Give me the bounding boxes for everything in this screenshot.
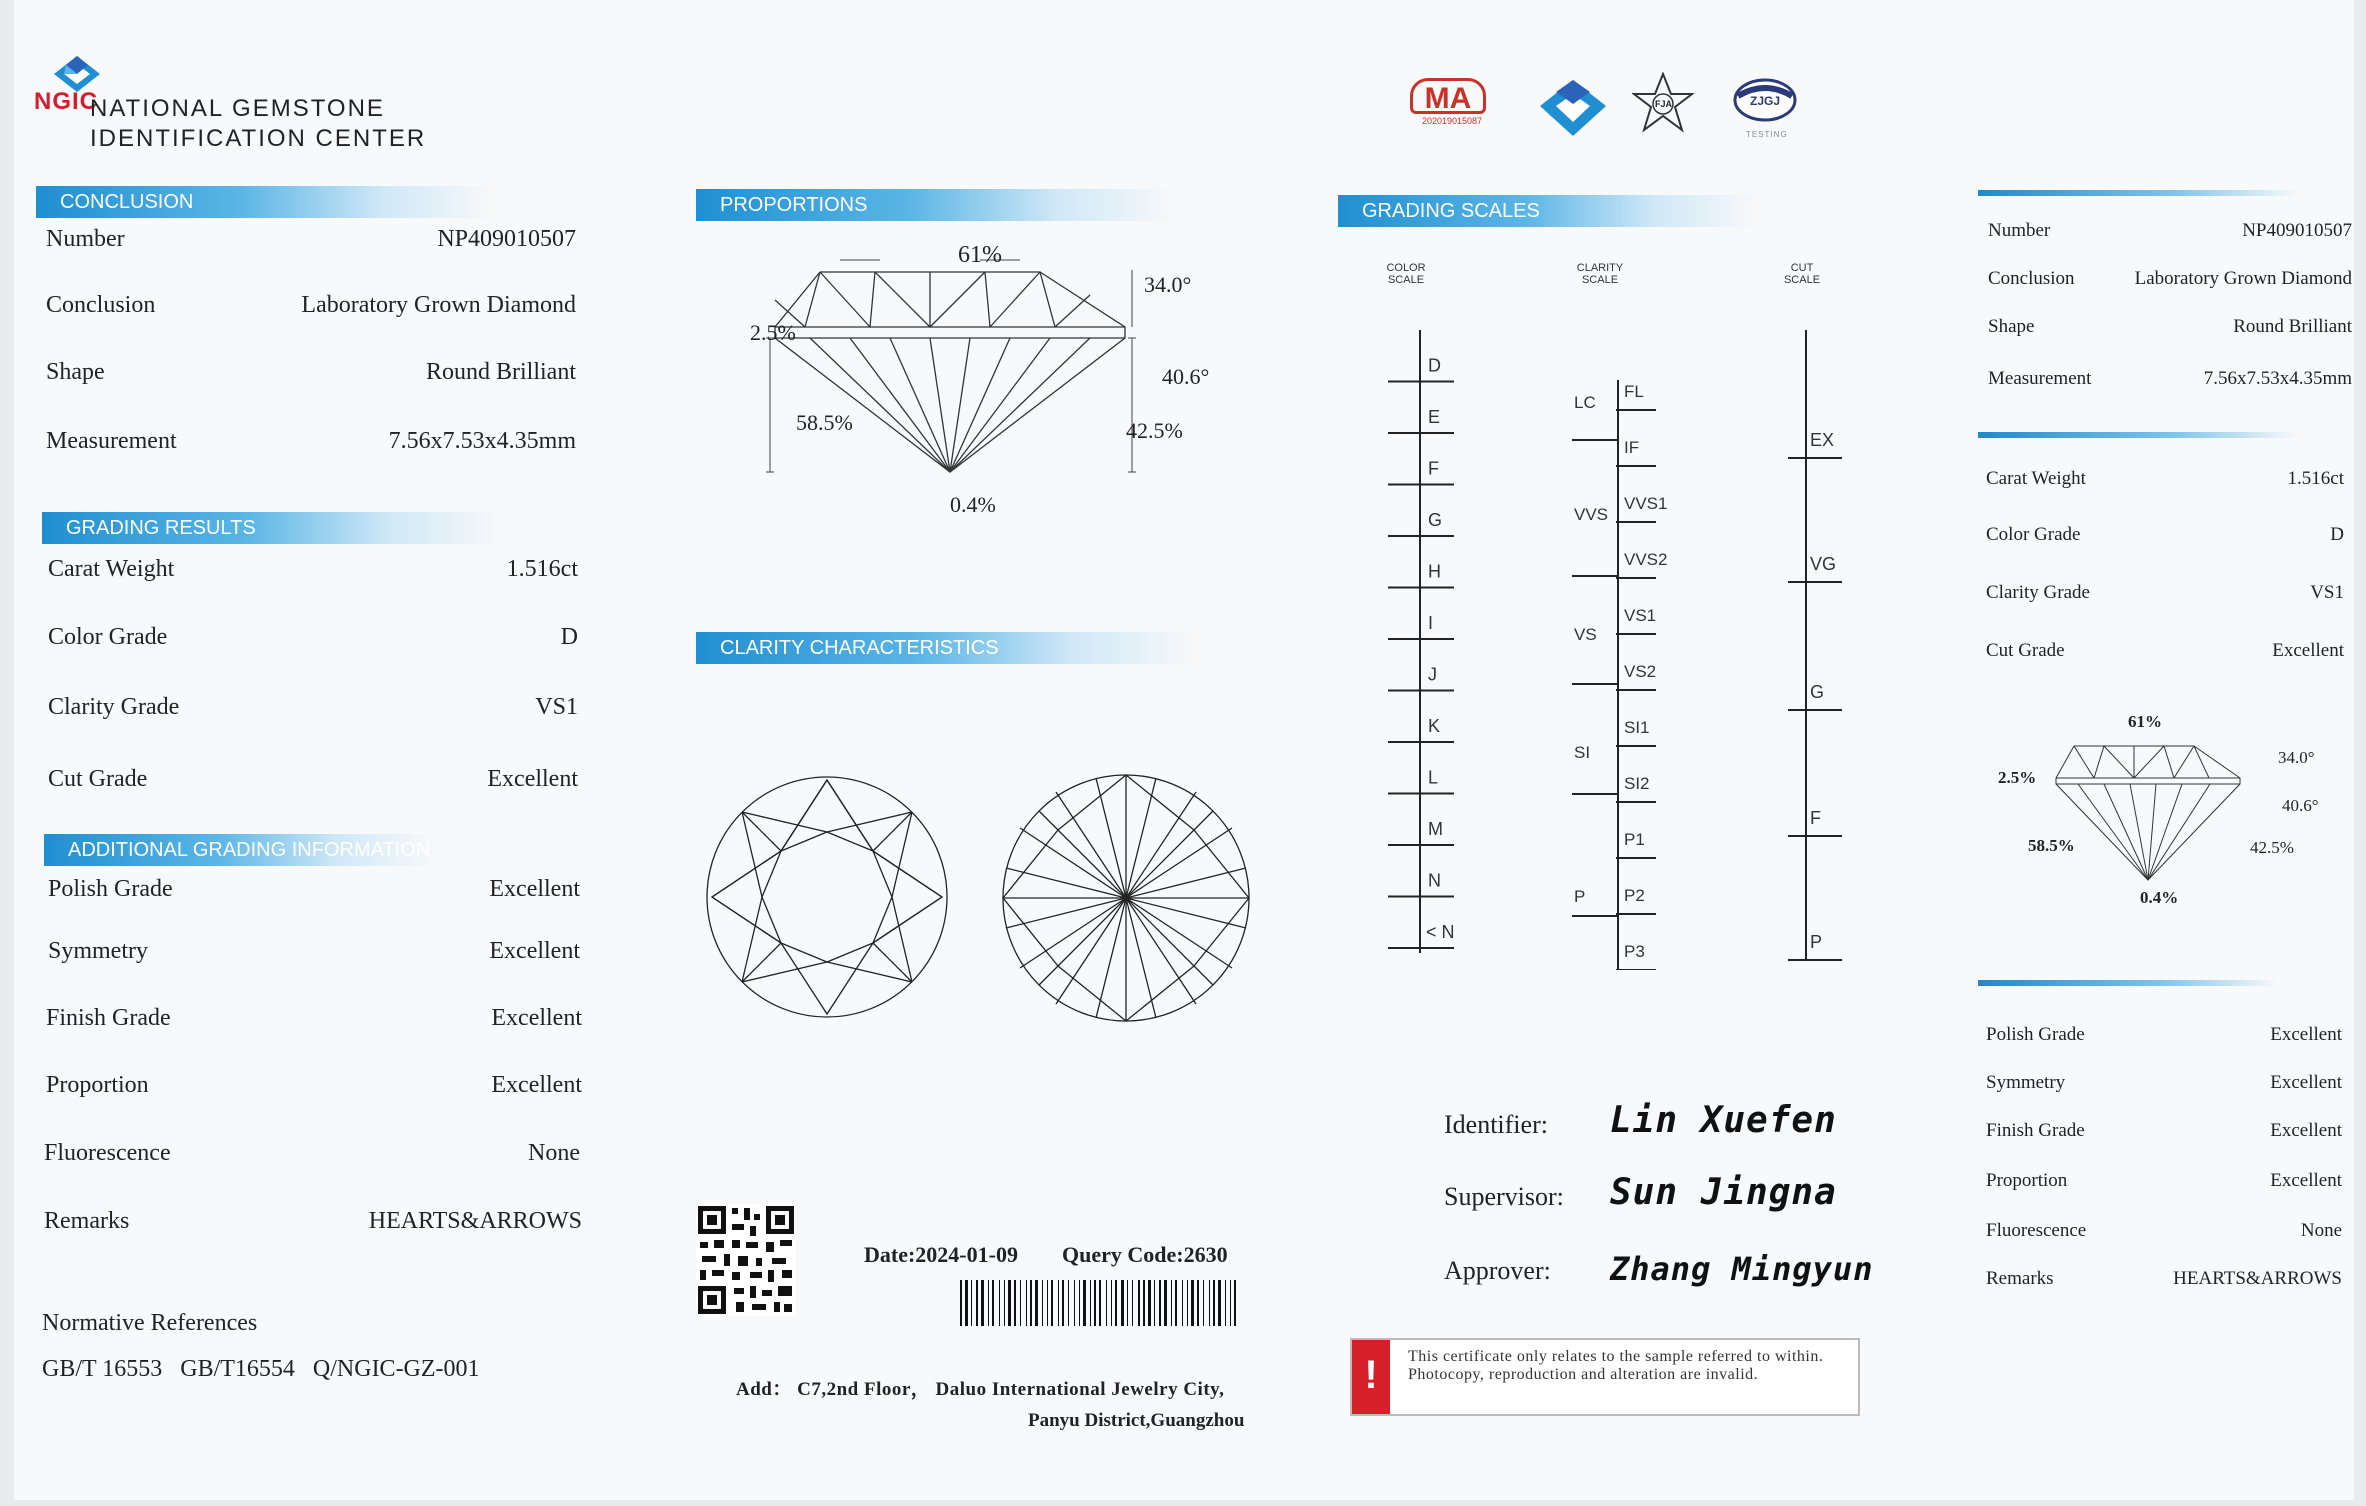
- qr-code-icon[interactable]: [696, 1204, 796, 1316]
- color-scale-label: M: [1428, 819, 1443, 839]
- grading-scales-diagram: [1354, 320, 1874, 970]
- org-name-line2: IDENTIFICATION CENTER: [90, 125, 427, 152]
- summary-divider: [1978, 190, 2298, 196]
- summary-pavilion-depth: 42.5%: [2250, 838, 2294, 857]
- row-value: VS1: [535, 694, 578, 720]
- summary-pavilion-angle: 40.6°: [2282, 796, 2319, 815]
- cut-scale-label: VG: [1810, 554, 1837, 574]
- row-value: NP409010507: [2242, 220, 2352, 241]
- cut-scale-label: G: [1810, 682, 1825, 702]
- approver-signature: Zhang Mingyun: [1610, 1250, 1874, 1288]
- row-label: Carat Weight: [48, 556, 175, 582]
- section-clarity-header: CLARITY CHARACTERISTICS: [696, 632, 1196, 664]
- fja-logo-text: FJA: [1655, 99, 1673, 109]
- warning-text: This certificate only relates to the sample referred to within. Photocopy, reproduction and alteration are invalid.: [1408, 1348, 1824, 1383]
- row-label: Clarity Grade: [48, 694, 180, 720]
- row-value: None: [2300, 1220, 2342, 1241]
- supervisor-signature: Sun Jingna: [1610, 1172, 1837, 1213]
- row-label: Cut Grade: [48, 766, 148, 792]
- summary-culet: 0.4%: [2140, 888, 2179, 907]
- zjgj-sub-text: TESTING: [1746, 130, 1788, 139]
- row-label: Finish Grade: [46, 1005, 171, 1031]
- clarity-scale-label: VVS2: [1624, 550, 1668, 569]
- cma-logo-text: MA: [1410, 78, 1486, 114]
- cut-scale-label: EX: [1810, 430, 1835, 450]
- proportion-diagram: [750, 240, 1190, 530]
- summary-table: 61%: [2128, 712, 2162, 731]
- clarity-scale-label: IF: [1624, 438, 1640, 457]
- clarity-scale-label: P2: [1624, 886, 1645, 905]
- org-name-line1: NATIONAL GEMSTONE: [90, 95, 385, 122]
- row-value: Excellent: [2272, 640, 2344, 661]
- clarity-scale-label: VVS1: [1624, 494, 1668, 513]
- color-scale-label: N: [1428, 870, 1441, 891]
- clarity-scale-label: SI1: [1624, 718, 1650, 737]
- row-label: Fluorescence: [44, 1140, 171, 1166]
- row-label: Cut Grade: [1986, 640, 2065, 661]
- row-value: Excellent: [491, 1005, 582, 1031]
- address-line2: Panyu District,Guangzhou: [1028, 1410, 1245, 1431]
- section-grading-results-header: GRADING RESULTS: [42, 512, 502, 544]
- row-value: 7.56x7.53x4.35mm: [2203, 368, 2352, 389]
- row-label: Clarity Grade: [1986, 582, 2090, 603]
- clarity-group-label: P: [1574, 887, 1586, 906]
- row-value: Excellent: [491, 1072, 582, 1098]
- row-label: Symmetry: [48, 938, 148, 964]
- row-value: Excellent: [2270, 1024, 2342, 1045]
- row-value: Excellent: [489, 938, 580, 964]
- query-code: Query Code:2630: [1062, 1242, 1228, 1267]
- proportion-crown-angle: 34.0°: [1144, 272, 1192, 297]
- proportion-culet: 0.4%: [950, 492, 996, 517]
- color-scale-label: G: [1428, 510, 1443, 530]
- row-value: HEARTS&ARROWS: [368, 1208, 582, 1234]
- row-label: Color Grade: [48, 624, 168, 650]
- row-value: Excellent: [2270, 1072, 2342, 1093]
- clarity-scale-label: VS2: [1624, 662, 1657, 681]
- clarity-scale-label: SI2: [1624, 774, 1650, 793]
- normative-title: Normative References: [42, 1310, 258, 1336]
- proportion-pavilion-depth: 42.5%: [1126, 418, 1183, 443]
- proportion-girdle: 2.5%: [750, 320, 796, 345]
- ngic-abbr: NGIC: [34, 88, 98, 115]
- section-conclusion-header: CONCLUSION: [36, 186, 496, 218]
- clarity-scale-label: P1: [1624, 830, 1645, 849]
- row-value: 7.56x7.53x4.35mm: [388, 428, 576, 454]
- color-scale-label: F: [1428, 458, 1439, 479]
- address-line1: Add： C7,2nd Floor， Daluo International Jewelry City,: [736, 1379, 1225, 1400]
- clarity-group-label: LC: [1574, 393, 1596, 412]
- row-value: NP409010507: [437, 226, 576, 252]
- row-value: HEARTS&ARROWS: [2173, 1268, 2342, 1289]
- color-scale-label: E: [1428, 407, 1441, 427]
- identifier-role: Identifier:: [1444, 1110, 1548, 1139]
- cma-number: 202019015087: [1421, 116, 1483, 126]
- row-label: Fluorescence: [1986, 1220, 2087, 1241]
- row-value: Round Brilliant: [2233, 316, 2352, 337]
- row-value: Excellent: [2270, 1120, 2342, 1141]
- summary-crown-angle: 34.0°: [2278, 748, 2315, 767]
- clarity-scale-label: VS1: [1624, 606, 1657, 625]
- row-value: 1.516ct: [2287, 468, 2344, 489]
- ngic-logo-icon: [52, 56, 102, 92]
- row-label: Color Grade: [1986, 524, 2081, 545]
- summary-divider: [1978, 432, 2298, 438]
- row-value: D: [560, 624, 578, 650]
- row-value: VS1: [2310, 582, 2344, 603]
- color-scale-label: K: [1428, 716, 1441, 736]
- cma-logo-icon: [1410, 78, 1494, 126]
- color-scale-label: I: [1428, 613, 1434, 633]
- section-grading-scales-header: GRADING SCALES: [1338, 195, 1758, 227]
- warning-box: [1350, 1338, 1860, 1416]
- row-value: Excellent: [2270, 1170, 2342, 1191]
- crown-view-diagram: [702, 770, 952, 1024]
- row-value: None: [528, 1140, 580, 1166]
- row-label: Carat Weight: [1986, 468, 2086, 489]
- warning-icon: !: [1352, 1340, 1390, 1414]
- pavilion-view-diagram: [998, 770, 1254, 1026]
- row-label: Measurement: [46, 428, 177, 454]
- row-value: Round Brilliant: [426, 359, 576, 385]
- proportion-table: 61%: [958, 242, 1002, 268]
- identifier-signature: Lin Xuefen: [1610, 1100, 1837, 1141]
- row-label: Remarks: [1986, 1268, 2054, 1289]
- clarity-group-label: VVS: [1574, 505, 1609, 524]
- row-label: Number: [46, 226, 125, 252]
- color-scale-label: L: [1428, 767, 1439, 788]
- row-label: Number: [1988, 220, 2051, 241]
- row-label: Conclusion: [46, 292, 156, 318]
- normative-refs: GB/T 16553 GB/T16554 Q/NGIC-GZ-001: [42, 1356, 480, 1382]
- summary-total-depth: 58.5%: [2028, 836, 2075, 855]
- barcode-icon: [958, 1278, 1248, 1328]
- summary-divider: [1978, 980, 2278, 986]
- cut-scale-title: CUT SCALE: [1783, 262, 1821, 286]
- clarity-scale-label: P3: [1624, 942, 1645, 961]
- row-label: Shape: [1988, 316, 2035, 337]
- row-label: Finish Grade: [1986, 1120, 2085, 1141]
- row-value: Excellent: [487, 766, 578, 792]
- approver-role: Approver:: [1444, 1256, 1551, 1285]
- summary-girdle: 2.5%: [1998, 768, 2037, 787]
- color-scale-label: < N: [1426, 922, 1455, 942]
- summary-proportion-diagram: [2034, 730, 2274, 900]
- clarity-group-label: SI: [1574, 743, 1591, 762]
- color-scale-label: D: [1428, 355, 1441, 376]
- section-proportions-header: PROPORTIONS: [696, 189, 1176, 221]
- cut-scale-label: F: [1810, 808, 1821, 828]
- color-scale-label: J: [1428, 664, 1437, 685]
- row-value: Excellent: [489, 876, 580, 902]
- row-label: Polish Grade: [1986, 1024, 2085, 1045]
- row-value: Laboratory Grown Diamond: [301, 292, 576, 318]
- issue-date: Date:2024-01-09: [864, 1242, 1018, 1267]
- row-label: Proportion: [46, 1072, 149, 1098]
- clarity-scale-label: FL: [1624, 382, 1644, 401]
- color-scale-title: COLOR SCALE: [1386, 262, 1426, 286]
- certificate-sheet: [14, 0, 2354, 1500]
- supervisor-role: Supervisor:: [1444, 1182, 1564, 1211]
- row-label: Polish Grade: [48, 876, 173, 902]
- row-label: Conclusion: [1988, 268, 2075, 289]
- row-label: Proportion: [1986, 1170, 2068, 1191]
- row-label: Symmetry: [1986, 1072, 2066, 1093]
- row-label: Shape: [46, 359, 105, 385]
- row-label: Remarks: [44, 1208, 130, 1234]
- cut-scale-label: P: [1810, 932, 1823, 952]
- row-value: 1.516ct: [506, 556, 578, 582]
- row-value: Laboratory Grown Diamond: [2134, 268, 2352, 289]
- ngic-emblem-icon: [1538, 78, 1608, 138]
- color-scale-label: H: [1428, 561, 1441, 582]
- row-value: D: [2330, 524, 2344, 545]
- zjgj-logo-text: ZJGJ: [1750, 94, 1781, 108]
- section-additional-header: ADDITIONAL GRADING INFORMATION: [44, 834, 434, 866]
- proportion-total-depth: 58.5%: [796, 410, 853, 435]
- clarity-group-label: VS: [1574, 625, 1597, 644]
- proportion-pavilion-angle: 40.6°: [1162, 364, 1210, 389]
- row-label: Measurement: [1988, 368, 2092, 389]
- clarity-scale-title: CLARITY SCALE: [1576, 262, 1624, 286]
